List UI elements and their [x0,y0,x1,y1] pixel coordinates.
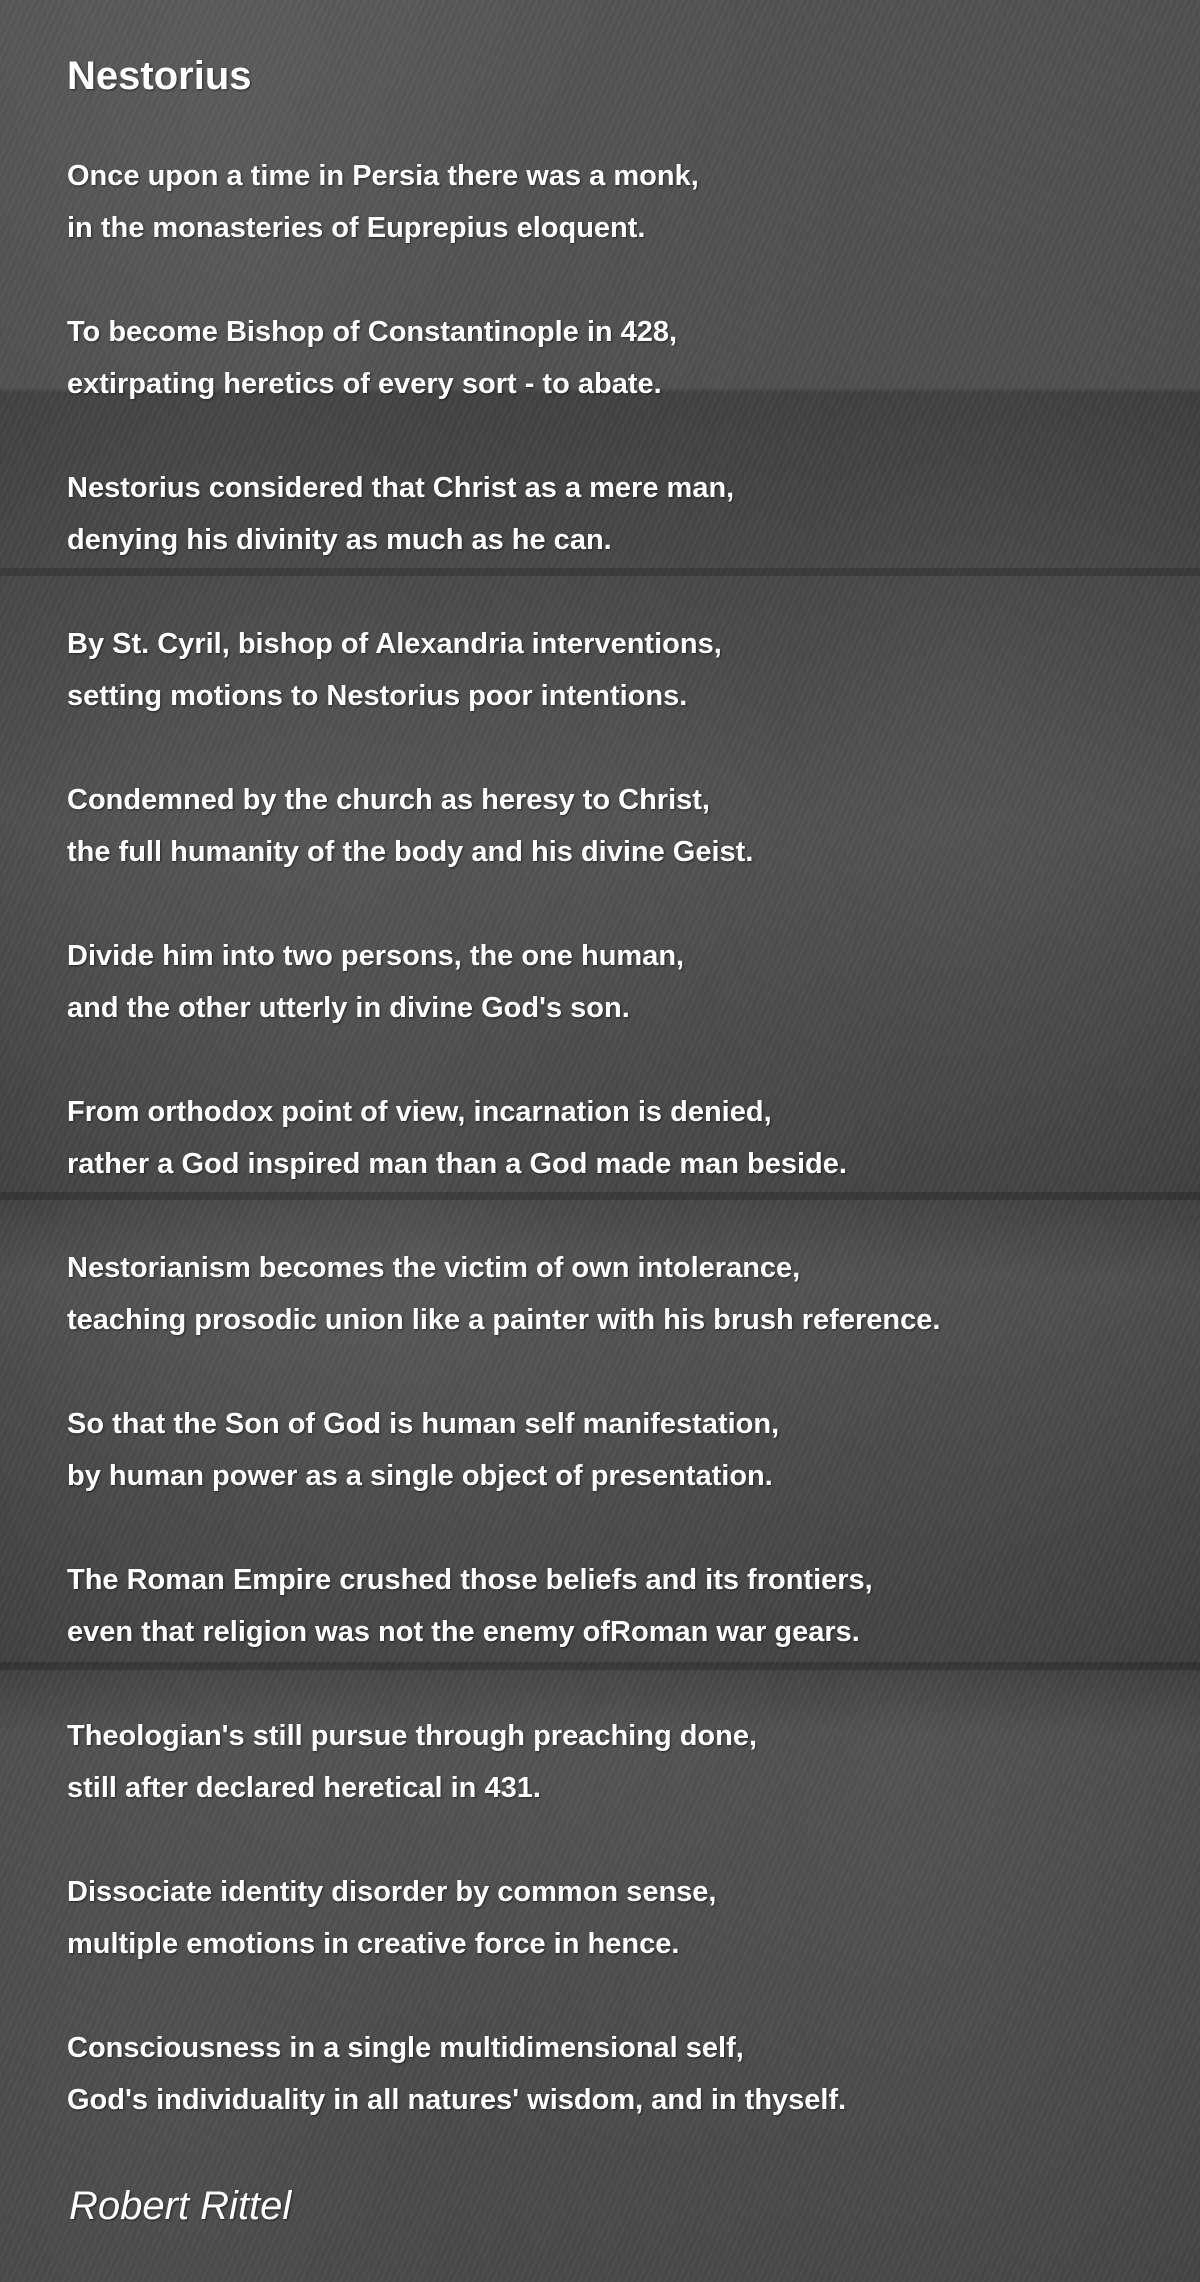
poem-line: So that the Son of God is human self manifestation, [67,1408,780,1440]
poem-line: By St. Cyril, bishop of Alexandria interventions, [67,628,722,660]
stanza [67,306,1177,410]
poem-line: extirpating heretics of every sort - to abate. [67,368,662,400]
poem-line: in the monasteries of Euprepius eloquent. [67,212,646,244]
stanza [67,1242,1177,1346]
poem-line: To become Bishop of Constantinople in 428, [67,316,678,348]
stanza [67,150,1177,254]
poem-line: God's individuality in all natures' wisdom, and in thyself. [67,2084,847,2116]
stanza [67,1866,1177,1970]
stanza [67,1398,1177,1502]
stanza [67,930,1177,1034]
poem-line: Dissociate identity disorder by common sense, [67,1876,717,1908]
stanza [67,462,1177,566]
poem-line: the full humanity of the body and his divine Geist. [67,836,754,868]
poem-line: by human power as a single object of presentation. [67,1460,773,1492]
poem-body [67,150,1177,2178]
stanza [67,2022,1177,2126]
poem-line: even that religion was not the enemy ofRoman war gears. [67,1616,860,1648]
poem-line: Consciousness in a single multidimensional self, [67,2032,744,2064]
poem-line: rather a God inspired man than a God made man beside. [67,1148,847,1180]
stanza [67,1554,1177,1658]
poem-line: denying his divinity as much as he can. [67,524,612,556]
stanza [67,1086,1177,1190]
poem-line: Once upon a time in Persia there was a monk, [67,160,699,192]
poem-line: and the other utterly in divine God's son. [67,992,630,1024]
poem-line: From orthodox point of view, incarnation is denied, [67,1096,772,1128]
poem-line: setting motions to Nestorius poor intentions. [67,680,688,712]
poem-line: Nestorius considered that Christ as a mere man, [67,472,735,504]
poem-title: Nestorius [67,54,252,98]
stanza [67,774,1177,878]
poem-line: Theologian's still pursue through preaching done, [67,1720,758,1752]
poem-line: The Roman Empire crushed those beliefs and its frontiers, [67,1564,873,1596]
poem-line: Nestorianism becomes the victim of own intolerance, [67,1252,801,1284]
poem-line: teaching prosodic union like a painter with his brush reference. [67,1304,941,1336]
poem-line: Divide him into two persons, the one human, [67,940,685,972]
stanza [67,618,1177,722]
poem-line: still after declared heretical in 431. [67,1772,541,1804]
poem-line: Condemned by the church as heresy to Christ, [67,784,710,816]
poem-line: multiple emotions in creative force in hence. [67,1928,680,1960]
poem-author: Robert Rittel [69,2184,292,2228]
stanza [67,1710,1177,1814]
